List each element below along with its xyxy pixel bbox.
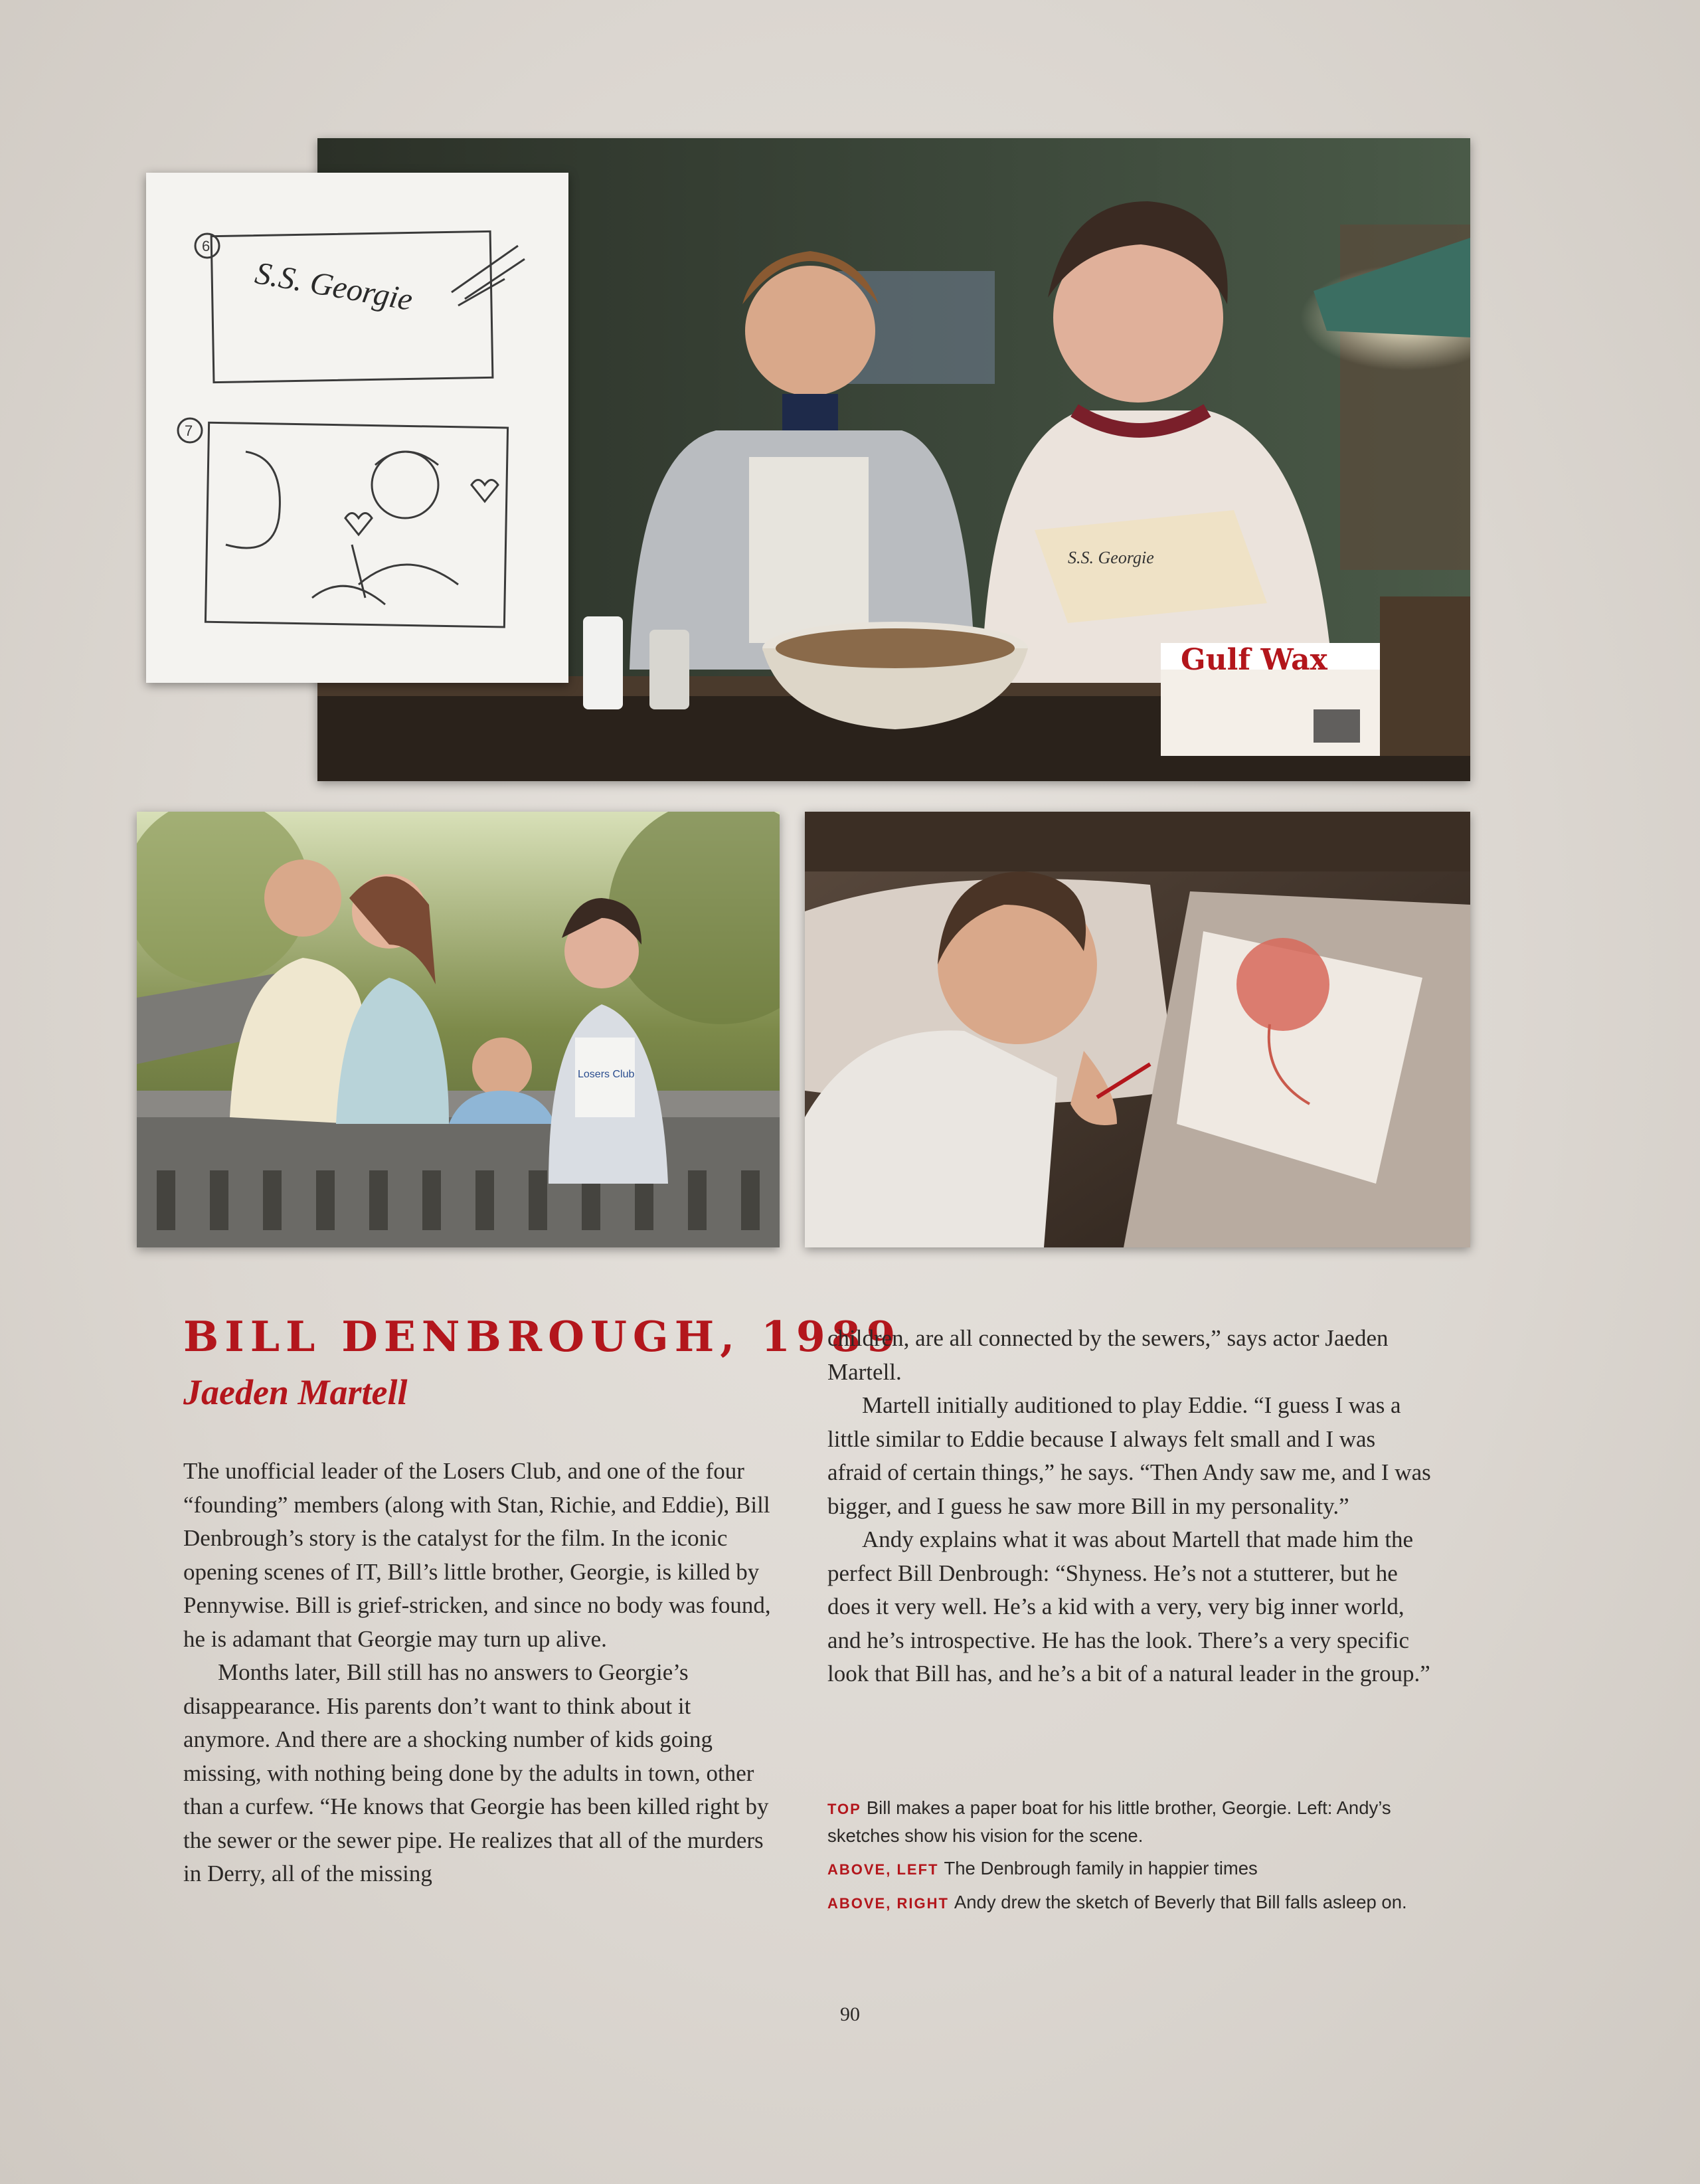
article-title: BILL DENBROUGH, 1989 [183, 1312, 902, 1361]
paragraph: children, are all connected by the sewers,” says actor Jaeden Martell. [827, 1325, 1389, 1385]
paragraph: Months later, Bill still has no answers to Georgie’s disappearance. His parents don’t want to think about it anymore. And there are a shocking number of kids going missing, with nothing being done by the adults in town, other than a curfew. “He knows that Georgie has been killed right by the sewer or the sewer pipe. He realizes that all of the murders in Derry, all of the missing [183, 1659, 769, 1886]
sketch-panel-number-2: 7 [185, 422, 193, 439]
left-column [183, 1455, 772, 1891]
caption-label: ABOVE, LEFT [827, 1861, 939, 1878]
boat-label: S.S. Georgie [1068, 548, 1154, 567]
article-subtitle: Jaeden Martell [183, 1372, 408, 1412]
caption-label: TOP [827, 1801, 861, 1817]
caption-text: Andy drew the sketch of Beverly that Bill falls asleep on. [954, 1892, 1407, 1912]
caption-text: The Denbrough family in happier times [944, 1858, 1258, 1878]
caption-label: ABOVE, RIGHT [827, 1895, 949, 1912]
page-number: 90 [840, 2003, 860, 2025]
sleeping-bill-photo [805, 812, 1470, 1247]
captions [827, 1795, 1452, 1923]
sketch-ss-georgie: S.S. Georgie [252, 255, 416, 318]
paragraph: The unofficial leader of the Losers Club, and one of the four “founding” members (along with Stan, Richie, and Eddie), Bill Denbrough’s story is the catalyst for the film. In the iconic opening scenes of IT, Bill’s little brother, Georgie, is killed by Pennywise. Bill is grief-stricken, and since no body was found, he is adamant that Georgie may turn up alive. [183, 1458, 771, 1652]
caption-text: Bill makes a paper boat for his little brother, Georgie. Left: Andy’s sketches show his vision for the scene. [827, 1797, 1391, 1846]
shirt-text: Losers Club [578, 1069, 635, 1080]
paragraph: Martell initially auditioned to play Eddie. “I guess I was a little similar to Eddie because I always felt small and I was afraid of certain things,” he says. “Then Andy saw me, and I was bigger, and I guess he saw more Bill in my personality.” [827, 1392, 1431, 1519]
right-column [827, 1322, 1432, 1691]
caption-above-right [827, 1889, 1452, 1917]
family-photo [137, 812, 780, 1247]
caption-above-left [827, 1855, 1452, 1883]
caption-top [827, 1795, 1452, 1849]
storyboard-sketch [146, 173, 568, 683]
sketch-panel-number-1: 6 [202, 238, 211, 254]
paragraph: Andy explains what it was about Martell that made him the perfect Bill Denbrough: “Shyness. He’s not a stutterer, but he does it very well. He’s a kid with a very, very big inner world, and he’s introspective. He has the look. There’s a very specific look that Bill has, and he’s a bit of a natural leader in the group.” [827, 1526, 1430, 1686]
gulf-wax-label: Gulf Wax [1181, 643, 1327, 677]
